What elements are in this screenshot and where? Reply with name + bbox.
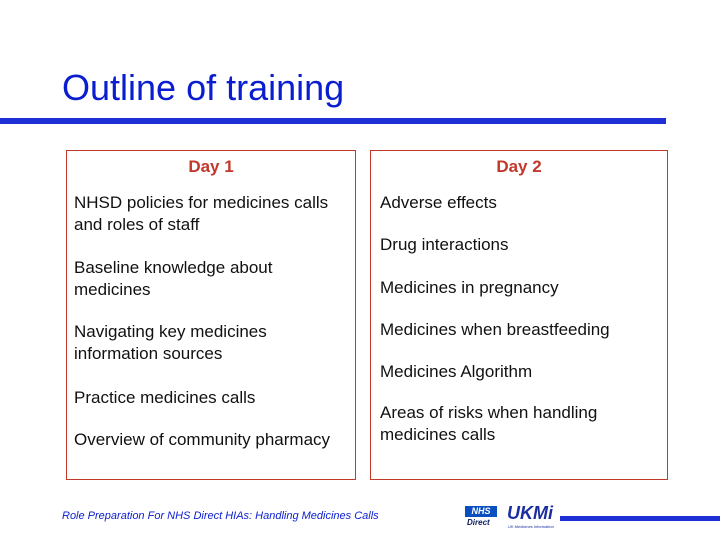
day2-heading: Day 2	[496, 157, 542, 176]
nhs-logo-mark: NHS	[465, 506, 497, 517]
footer-text: Role Preparation For NHS Direct HIAs: Handling Medicines Calls	[62, 510, 379, 522]
day2-item: Medicines when breastfeeding	[380, 320, 610, 339]
day2-item: Medicines Algorithm	[380, 362, 533, 381]
ukmi-logo	[507, 503, 563, 533]
day1-panel	[66, 150, 356, 480]
slide-title: Outline of training	[62, 67, 345, 108]
day2-item: Areas of risks when handling medicines calls	[380, 403, 598, 444]
nhs-direct-logo	[465, 506, 497, 528]
day2-item: Medicines in pregnancy	[380, 278, 559, 297]
day2-panel	[370, 150, 668, 480]
day2-item: Drug interactions	[380, 235, 509, 254]
day1-heading: Day 1	[188, 157, 234, 176]
day2-item: Adverse effects	[380, 193, 497, 212]
nhs-logo-sub: Direct	[467, 518, 490, 527]
day1-item: Navigating key medicines information sources	[74, 322, 267, 363]
day1-item: NHSD policies for medicines calls and roles of staff	[74, 193, 329, 234]
day1-item: Overview of community pharmacy	[74, 430, 331, 449]
title-underline	[0, 118, 666, 124]
day1-item: Practice medicines calls	[74, 388, 256, 407]
ukmi-logo-mark: UKMi	[507, 503, 553, 523]
day1-item: Baseline knowledge about medicines	[74, 258, 273, 299]
footer-rule	[560, 516, 720, 521]
ukmi-logo-sub: UK Medicines Information	[508, 524, 554, 529]
